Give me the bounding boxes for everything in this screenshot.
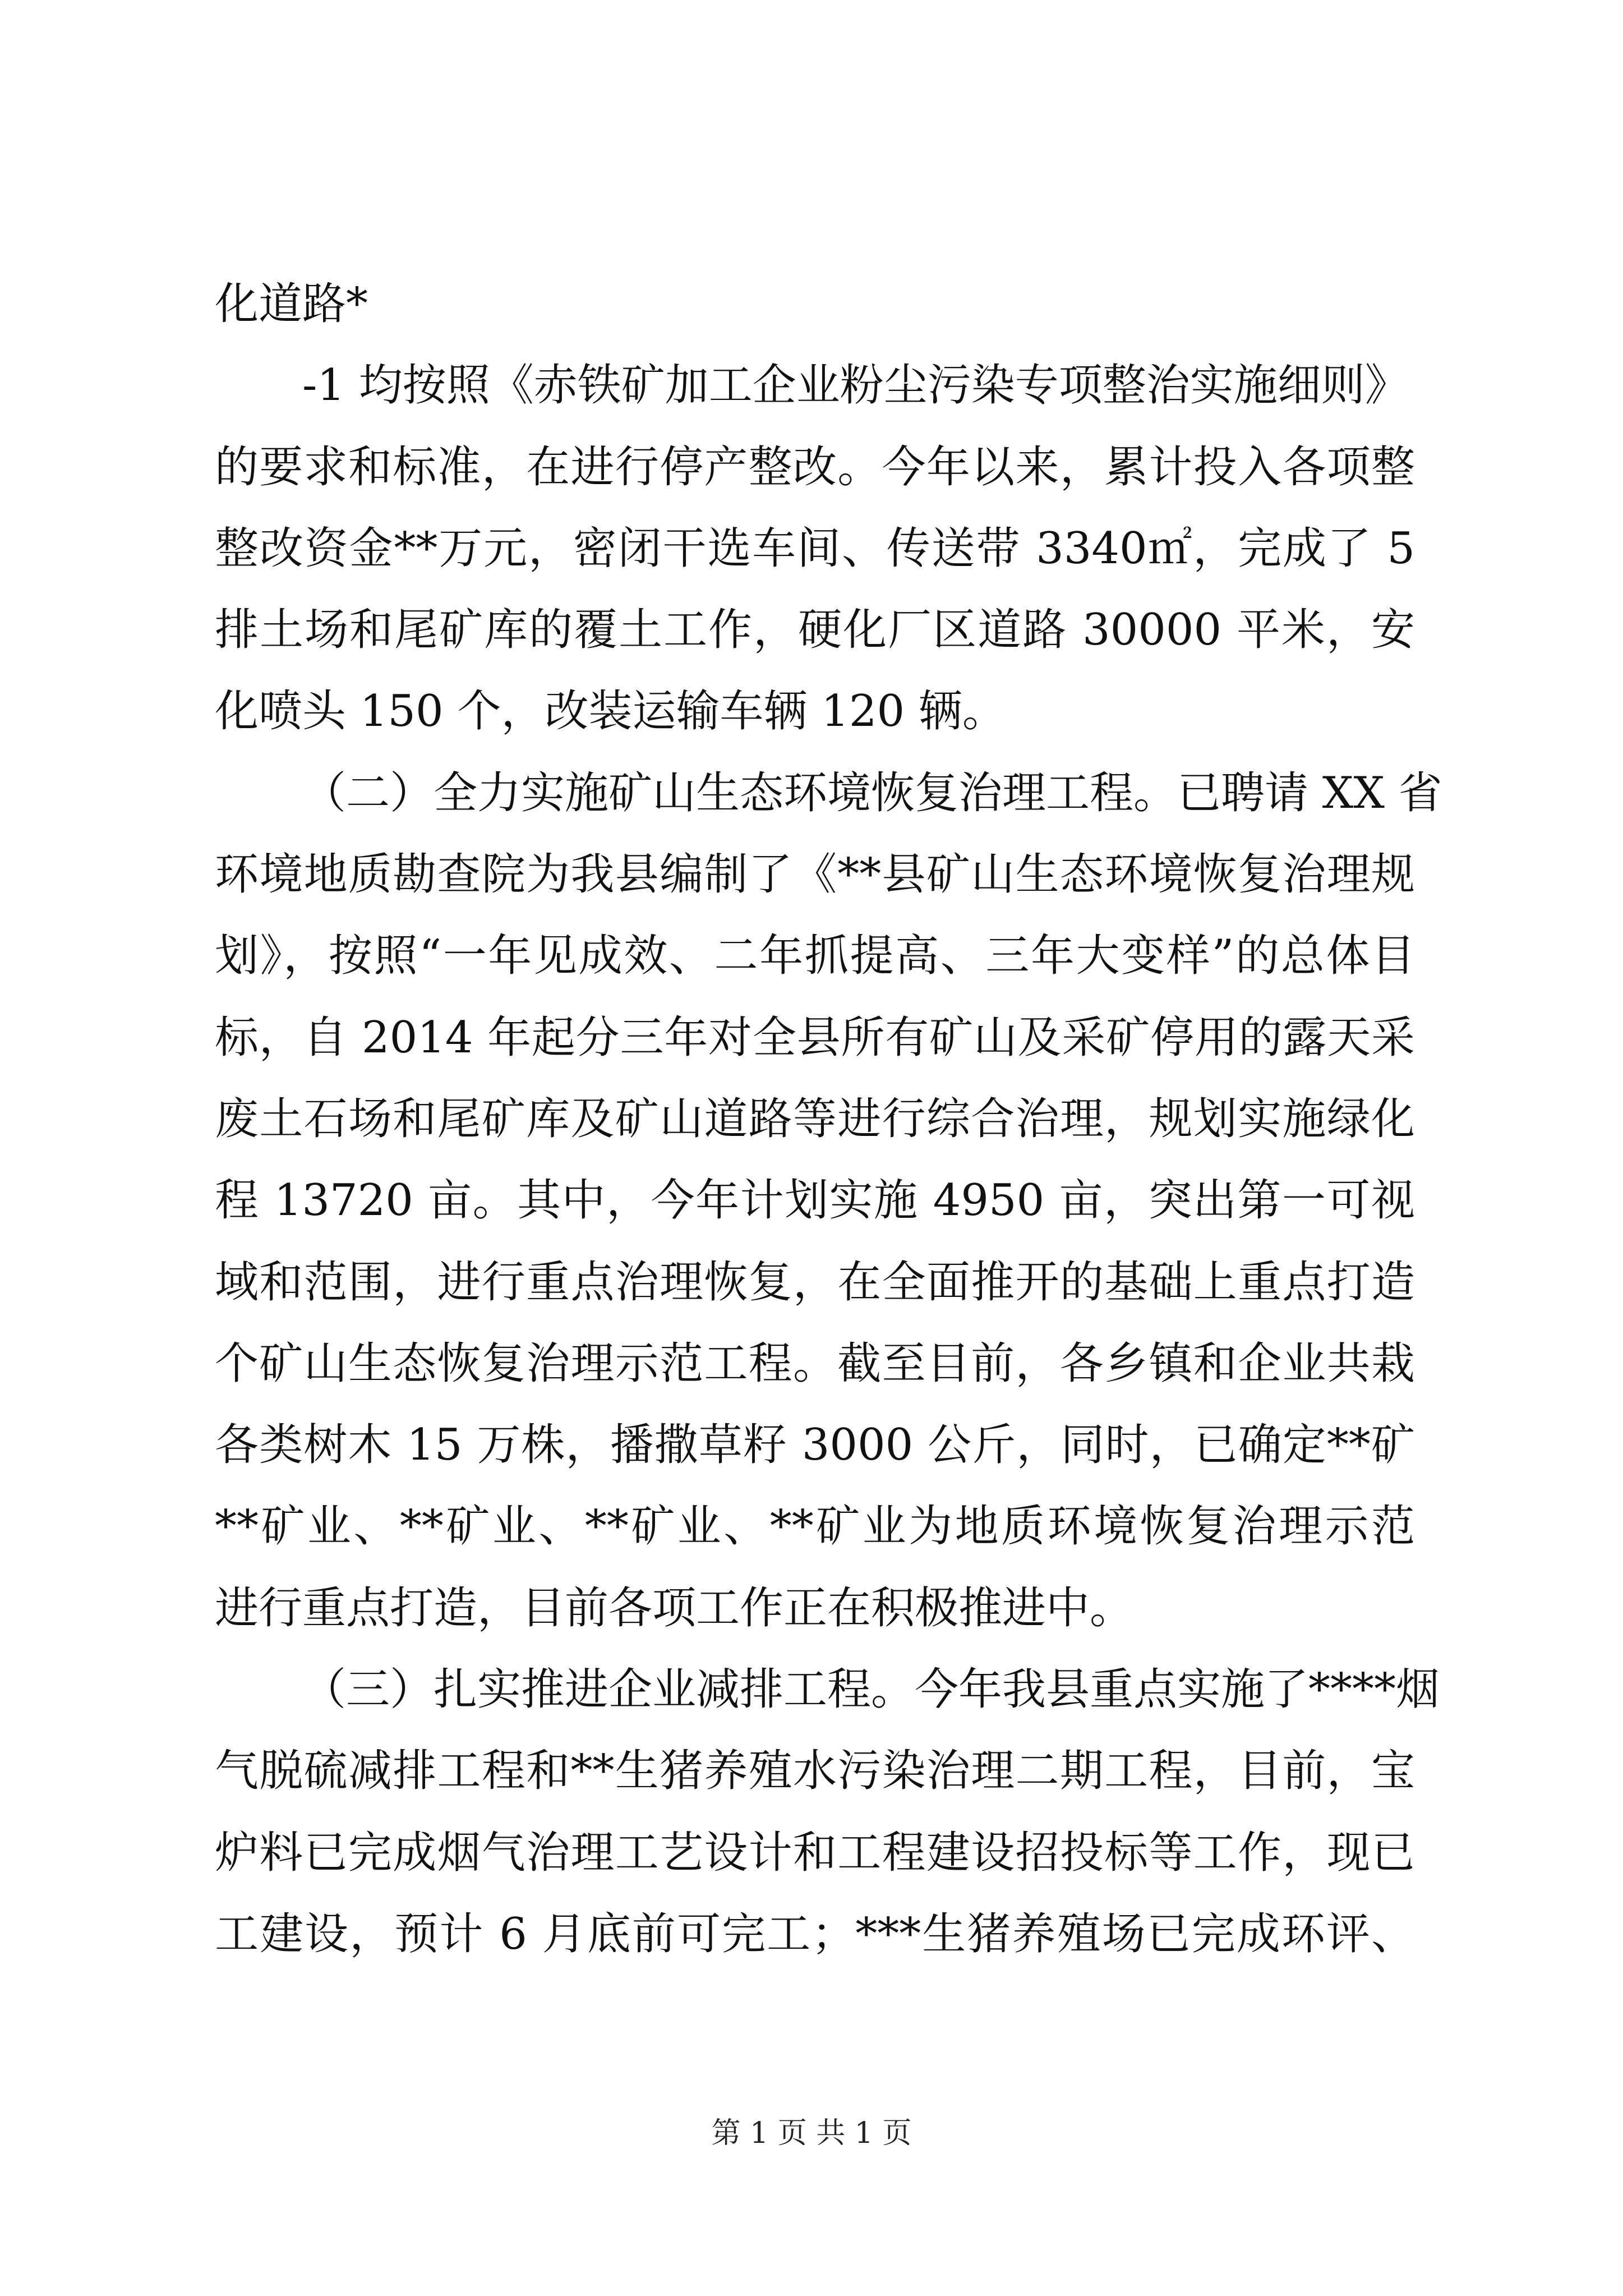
text-line: 工建设，预计 6 月底前可完工；***生猪养殖场已完成环评、 [215, 1908, 1415, 1959]
text-line: 划》，按照“一年见成效、二年抓提高、三年大变样”的总体目 [215, 931, 1415, 982]
text-line: 炉料已完成烟气治理工艺设计和工程建设招投标等工作，现已 [215, 1827, 1415, 1878]
text-line: （三）扎实推进企业减排工程。今年我县重点实施了****烟 [302, 1664, 1440, 1715]
body-text [215, 264, 1442, 1975]
text-line: 进行重点打造，目前各项工作正在积极推进中。 [215, 1582, 1134, 1634]
text-line: **矿业、**矿业、**矿业、**矿业为地质环境恢复治理示范 [215, 1501, 1415, 1552]
text-line: 个矿山生态恢复治理示范工程。截至目前，各乡镇和企业共栽 [215, 1338, 1415, 1389]
text-line: 排土场和尾矿库的覆土工作，硬化厂区道路 30000 平米，安 [215, 605, 1415, 656]
text-line: 程 13720 亩。其中，今年计划实施 4950 亩，突出第一可视 [215, 1175, 1415, 1226]
text-line: 各类树木 15 万株，播撒草籽 3000 公斤，同时，已确定**矿 [215, 1420, 1415, 1471]
text-line: 标，自 2014 年起分三年对全县所有矿山及采矿停用的露天采 [215, 1012, 1415, 1063]
text-line: 废土石场和尾矿库及矿山道路等进行综合治理，规划实施绿化 [215, 1093, 1415, 1144]
page-number-label: 第 1 页 共 1 页 [711, 2116, 912, 2150]
text-line: 整改资金**万元，密闭干选车间、传送带 3340㎡，完成了 5 [215, 523, 1415, 574]
text-line: -1 均按照《赤铁矿加工企业粉尘污染专项整治实施细则》 [302, 360, 1409, 411]
page-footer [0, 2109, 1623, 2151]
text-line: 的要求和标准，在进行停产整改。今年以来，累计投入各项整 [215, 441, 1415, 493]
text-line: （二）全力实施矿山生态环境恢复治理工程。已聘请 XX 省 [302, 767, 1442, 818]
text-line: 化道路* [215, 279, 368, 329]
text-line: 环境地质勘查院为我县编制了《**县矿山生态环境恢复治理规 [215, 849, 1415, 900]
text-line: 气脱硫减排工程和**生猪养殖水污染治理二期工程，目前，宝 [215, 1746, 1415, 1797]
text-line: 化喷头 150 个，改装运输车辆 120 辆。 [215, 686, 1006, 737]
text-line: 域和范围，进行重点治理恢复，在全面推开的基础上重点打造 [215, 1257, 1415, 1308]
